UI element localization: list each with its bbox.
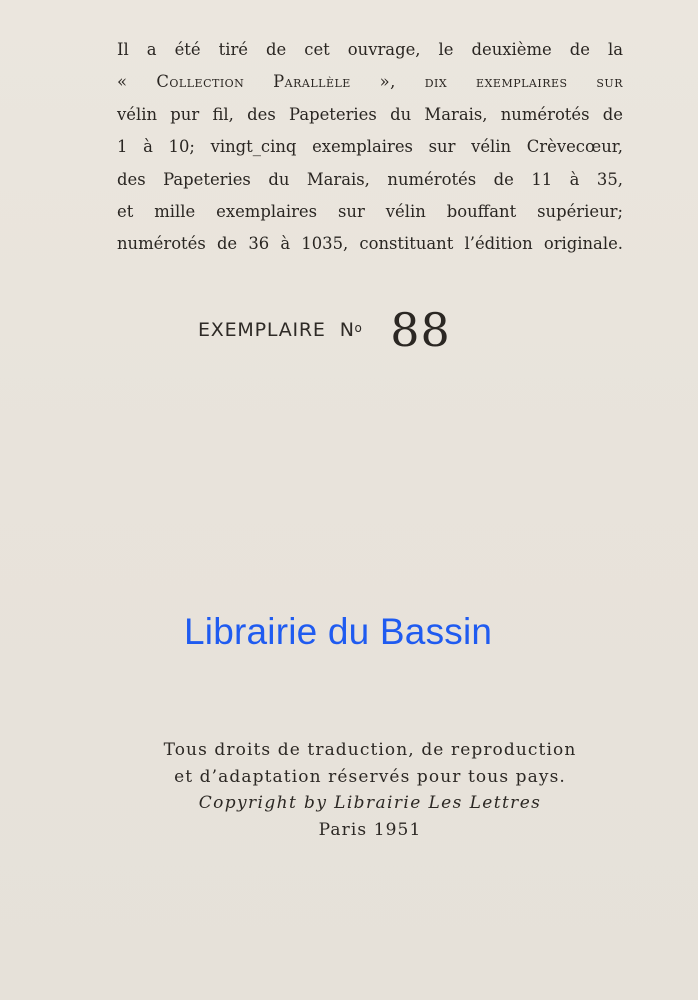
copy-label: EXEMPLAIRE <box>198 319 326 341</box>
justification-line-4: 1 à 10; vingt_cinq exemplaires sur vélin Crèvecœur, <box>117 137 623 157</box>
copyright-line: Copyright by Librairie Les Lettres <box>198 793 542 813</box>
justification-line-5: des Papeteries du Marais, numérotés de 11 à 35, <box>117 169 623 189</box>
bookseller-watermark: Librairie du Bassin <box>184 611 493 652</box>
justification-paragraph <box>117 34 623 261</box>
number-abbreviation-letter: N <box>339 319 355 341</box>
justification-line-2: « Collection Parallèle », dix exemplaires sur <box>117 72 623 92</box>
rights-line-1: Tous droits de traduction, de reproduction <box>163 740 577 760</box>
number-abbreviation <box>340 319 363 341</box>
justification-line-7: numérotés de 36 à 1035, constituant l’édition originale. <box>117 234 623 254</box>
place-date-line: Paris 1951 <box>318 819 422 840</box>
justification-line-1: Il a été tiré de cet ouvrage, le deuxième de la <box>117 40 623 59</box>
justification-line-6: et mille exemplaires sur vélin bouffant supérieur; <box>117 201 623 221</box>
rights-line-2: et d’adaptation réservés pour tous pays. <box>174 766 566 787</box>
justification-line-3: vélin pur fil, des Papeteries du Marais, numérotés de <box>117 104 623 124</box>
copy-number-line <box>198 300 451 360</box>
number-abbreviation-sup: o <box>354 321 363 335</box>
rights-notice <box>110 737 630 843</box>
copy-number: 88 <box>390 303 451 357</box>
